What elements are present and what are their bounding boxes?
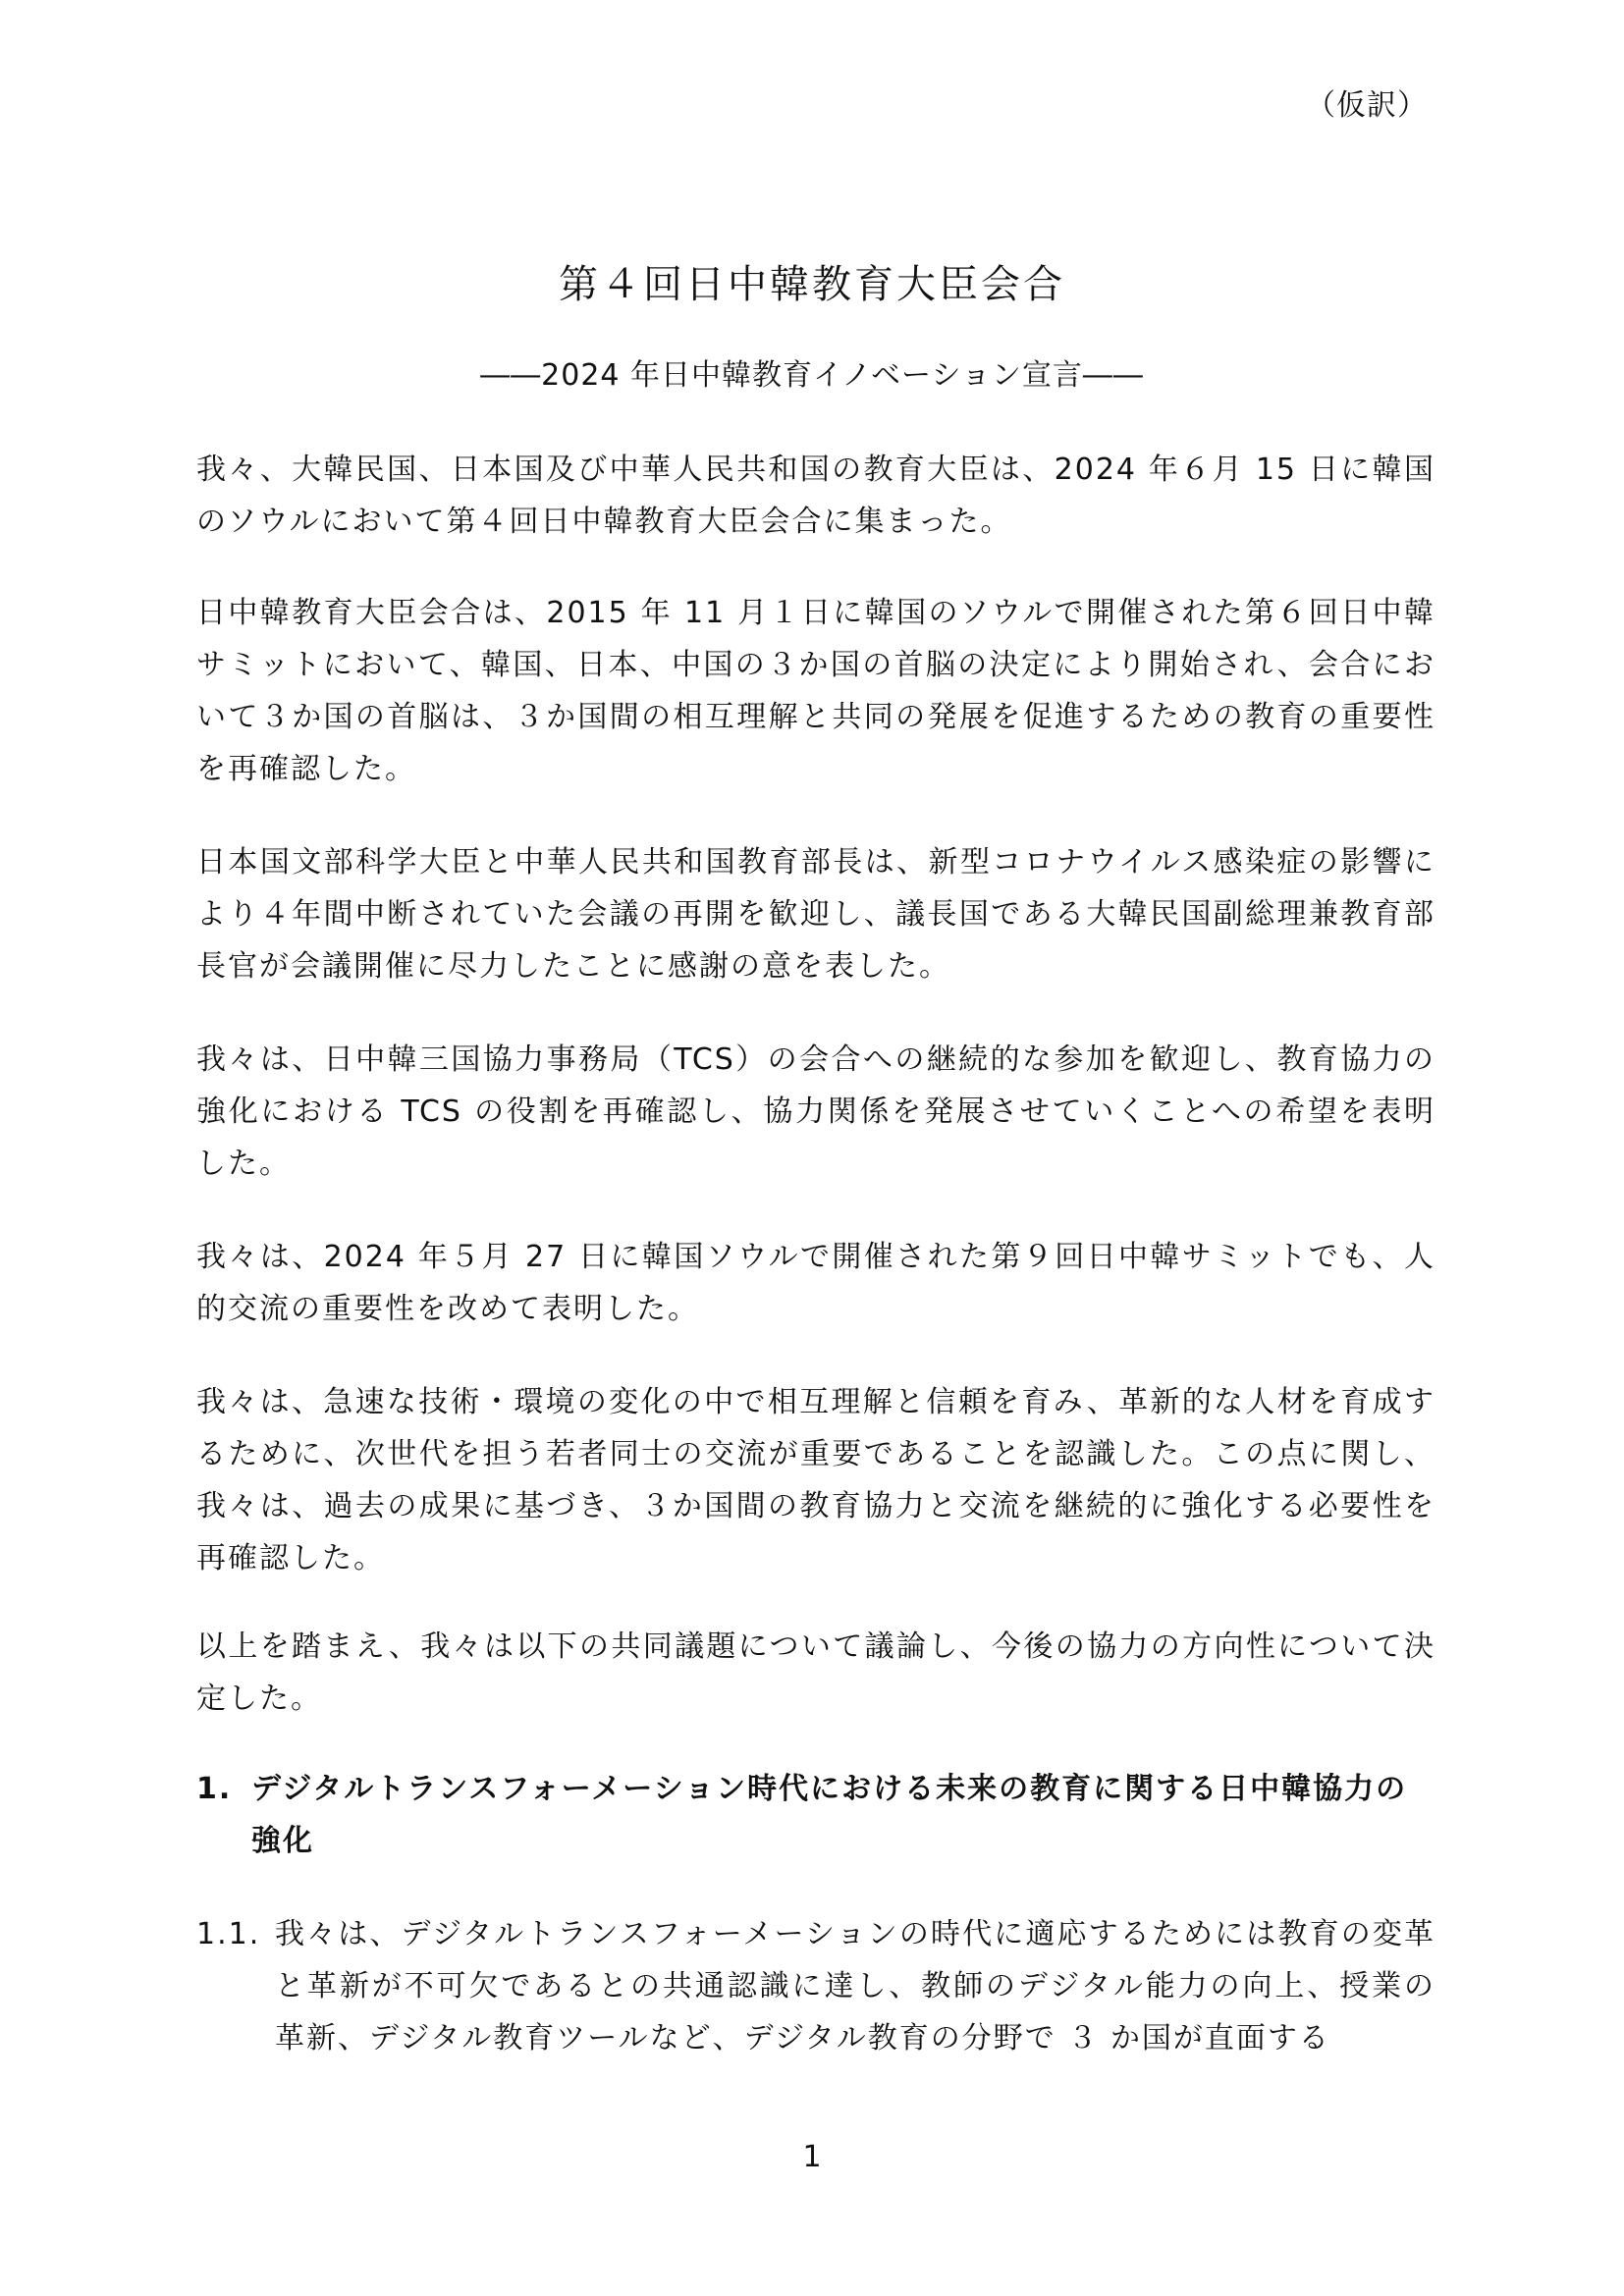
paragraph-2: 日中韓教育大臣会合は、2015 年 11 月１日に韓国のソウルで開催された第６回日中韓サミットにおいて、韓国、日本、中国の３か国の首脳の決定により開始され、会合において３か国の首脳は、３か国間の相互理解と共同の発展を促進するための教育の重要性を再確認した。 — [196, 596, 1435, 786]
section-number: 1. — [196, 1772, 233, 1806]
paragraph-1: 我々、大韓民国、日本国及び中華人民共和国の教育大臣は、2024 年６月 15 日に韓国のソウルにおいて第４回日中韓教育大臣会合に集まった。 — [196, 453, 1435, 539]
document-title: 第４回日中韓教育大臣会合 — [559, 262, 1065, 307]
paragraph-5: 我々は、2024 年５月 27 日に韓国ソウルで開催された第９回日中韓サミットでも、人的交流の重要性を改めて表明した。 — [196, 1240, 1435, 1326]
page-number: 1 — [802, 2140, 822, 2174]
paragraph-3: 日本国文部科学大臣と中華人民共和国教育部長は、新型コロナウイルス感染症の影響により４年間中断されていた会議の再開を歓迎し、議長国である大韓民国副総理兼教育部長官が会議開催に尽力したことに感謝の意を表した。 — [196, 845, 1435, 984]
provisional-translation-label: （仮訳） — [1306, 88, 1428, 123]
section-1-heading — [196, 1763, 1435, 1867]
document-subtitle: ――2024 年日中韓教育イノベーション宣言―― — [480, 358, 1144, 393]
item-number: 1.1. — [196, 1917, 261, 1951]
paragraph-6: 我々は、急速な技術・環境の変化の中で相互理解と信頼を育み、革新的な人材を育成するために、次世代を担う若者同士の交流が重要であることを認識した。この点に関し、我々は、過去の成果に基づき、３か国間の教育協力と交流を継続的に強化する必要性を再確認した。 — [196, 1385, 1435, 1575]
paragraph-7: 以上を踏まえ、我々は以下の共同議題について議論し、今後の協力の方向性について決定した。 — [196, 1629, 1435, 1716]
section-title: デジタルトランスフォーメーション時代における未来の教育に関する日中韓協力の強化 — [251, 1772, 1408, 1858]
item-text: 我々は、デジタルトランスフォーメーションの時代に適応するためには教育の変革と革新が不可欠であるとの共通認識に達し、教師のデジタル能力の向上、授業の革新、デジタル教育ツールなど、デジタル教育の分野で ３ か国が直面する — [275, 1917, 1435, 2056]
item-1-1 — [196, 1908, 1435, 2064]
paragraph-4: 我々は、日中韓三国協力事務局（TCS）の会合への継続的な参加を歓迎し、教育協力の強化における TCS の役割を再確認し、協力関係を発展させていくことへの希望を表明した。 — [196, 1042, 1435, 1181]
